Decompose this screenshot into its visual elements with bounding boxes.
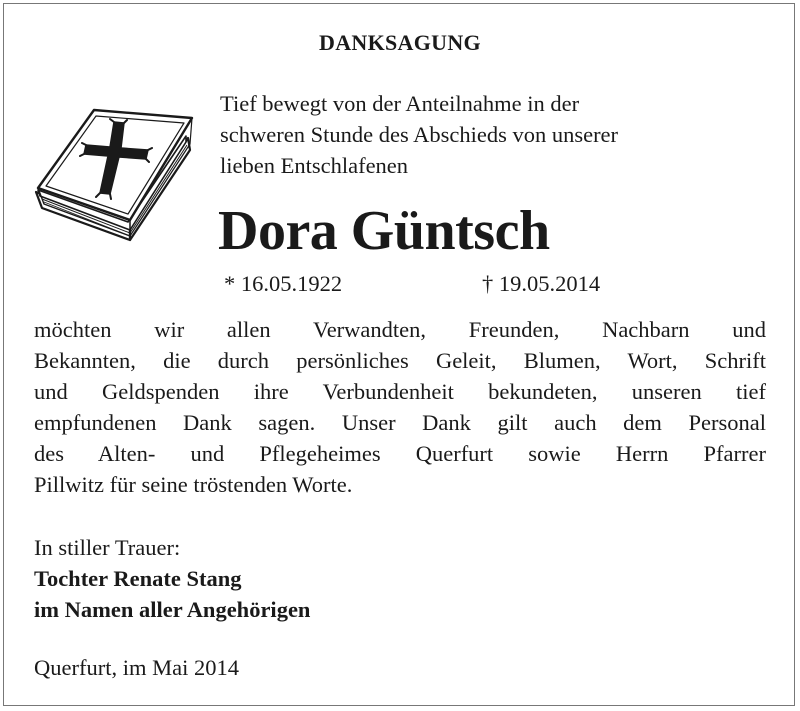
place-and-date: Querfurt, im Mai 2014: [34, 655, 239, 680]
signer-relatives: im Namen aller Angehörigen: [34, 597, 311, 622]
paragraph-line: Pillwitz für seine tröstenden Worte.: [34, 472, 353, 497]
notice-heading: DANKSAGUNG: [319, 30, 481, 55]
paragraph-line: empfundenen Dank sagen. Unser Dank gilt auch dem Personal: [34, 410, 766, 435]
paragraph-line: und Geldspenden ihre Verbundenheit bekundeten, unseren tief: [34, 379, 766, 404]
death-date: † 19.05.2014: [482, 271, 601, 296]
paragraph-line: des Alten- und Pflegeheimes Querfurt sowie Herrn Pfarrer: [34, 441, 766, 466]
paragraph-line: möchten wir allen Verwandten, Freunden, Nachbarn und: [34, 317, 766, 342]
paragraph-line: Bekannten, die durch persönliches Geleit, Blumen, Wort, Schrift: [34, 348, 766, 373]
intro-line: schweren Stunde des Abschieds von unserer: [220, 122, 619, 147]
closing-intro: In stiller Trauer:: [34, 535, 181, 560]
signer-name: Tochter Renate Stang: [34, 566, 242, 591]
intro-text: [220, 88, 780, 181]
closing-block: [34, 532, 310, 625]
birth-date: * 16.05.1922: [224, 271, 343, 296]
intro-line: Tief bewegt von der Anteilnahme in der: [220, 91, 580, 116]
intro-line: lieben Entschlafenen: [220, 153, 409, 178]
bible-with-cross-icon: [30, 106, 202, 244]
thanks-paragraph: [34, 314, 766, 500]
deceased-name: Dora Güntsch: [218, 200, 550, 262]
